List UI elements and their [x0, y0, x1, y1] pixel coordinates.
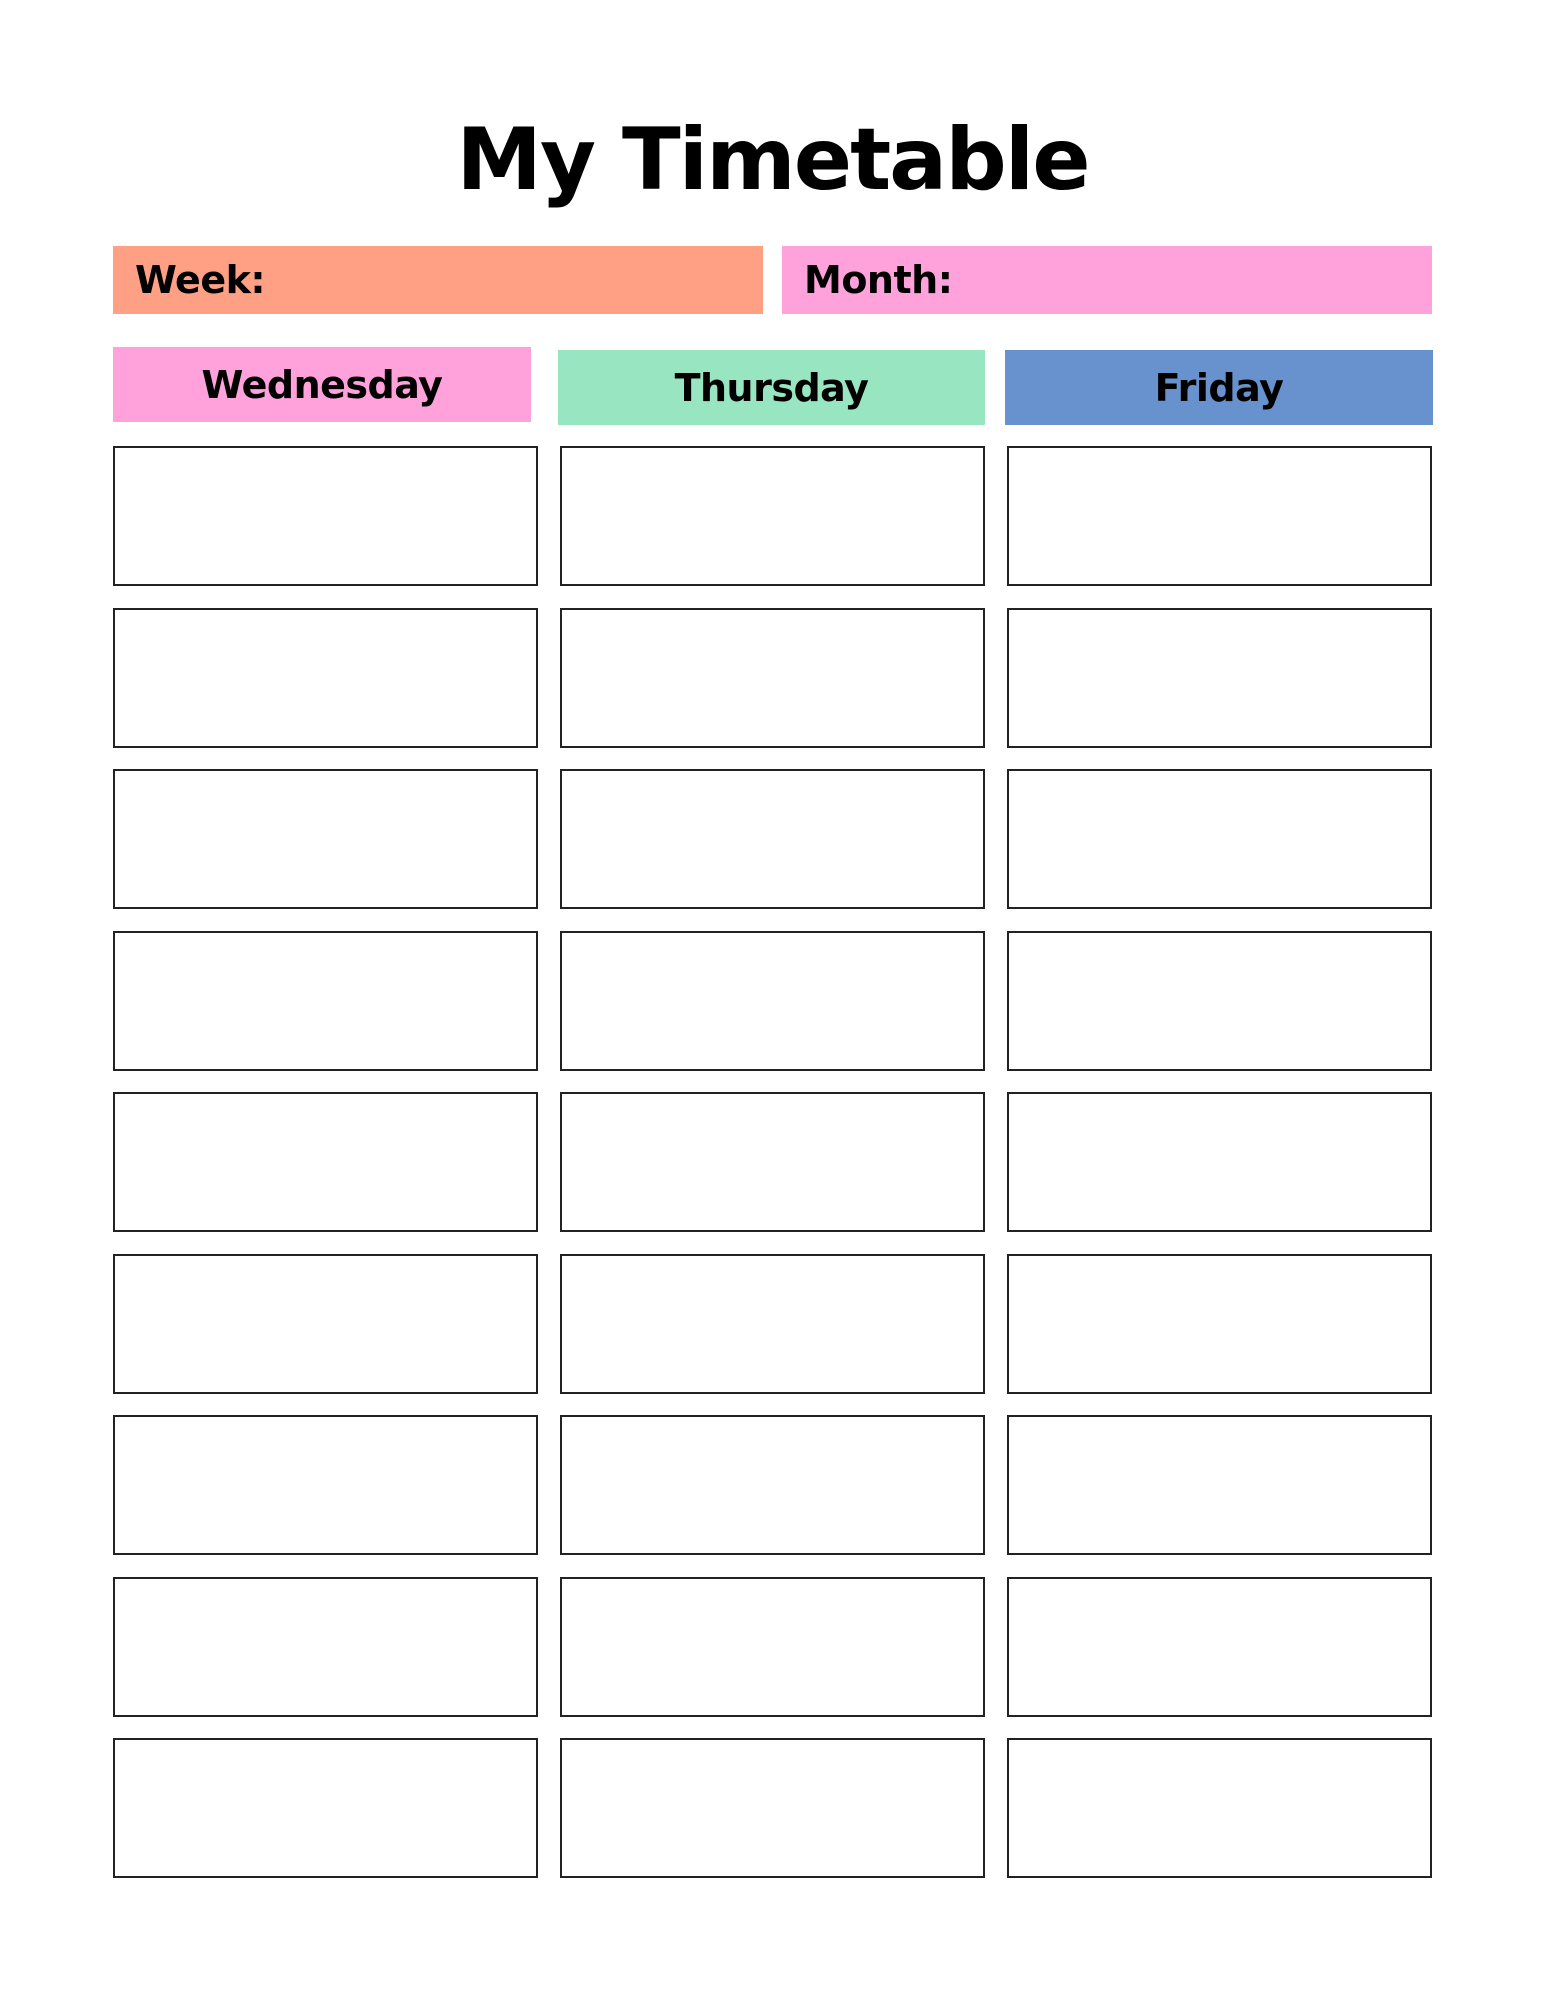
timetable-slot-wednesday-9[interactable]	[113, 1738, 538, 1878]
timetable-slot-thursday-9[interactable]	[560, 1738, 985, 1878]
timetable-slot-wednesday-2[interactable]	[113, 608, 538, 748]
timetable-slot-friday-1[interactable]	[1007, 446, 1432, 586]
timetable-slot-wednesday-1[interactable]	[113, 446, 538, 586]
timetable-slot-thursday-8[interactable]	[560, 1577, 985, 1717]
timetable-slot-thursday-1[interactable]	[560, 446, 985, 586]
timetable-slot-wednesday-6[interactable]	[113, 1254, 538, 1394]
timetable-slot-friday-5[interactable]	[1007, 1092, 1432, 1232]
week-field[interactable]	[113, 246, 763, 314]
timetable-slot-thursday-2[interactable]	[560, 608, 985, 748]
timetable-slot-wednesday-4[interactable]	[113, 931, 538, 1071]
day-label: Friday	[1154, 365, 1284, 410]
timetable-slot-friday-4[interactable]	[1007, 931, 1432, 1071]
month-field[interactable]	[782, 246, 1432, 314]
day-header-thursday	[558, 350, 985, 425]
day-label: Wednesday	[201, 362, 443, 407]
timetable-grid	[113, 446, 1433, 1878]
page-title: My Timetable	[456, 110, 1089, 210]
month-label: Month:	[804, 258, 953, 302]
timetable-slot-wednesday-3[interactable]	[113, 769, 538, 909]
timetable-slot-wednesday-8[interactable]	[113, 1577, 538, 1717]
timetable-slot-thursday-6[interactable]	[560, 1254, 985, 1394]
week-label: Week:	[135, 258, 266, 302]
timetable-slot-wednesday-5[interactable]	[113, 1092, 538, 1232]
timetable-slot-friday-8[interactable]	[1007, 1577, 1432, 1717]
day-label: Thursday	[674, 365, 869, 410]
timetable-slot-friday-9[interactable]	[1007, 1738, 1432, 1878]
timetable-slot-thursday-7[interactable]	[560, 1415, 985, 1555]
timetable-slot-friday-6[interactable]	[1007, 1254, 1432, 1394]
timetable-slot-thursday-3[interactable]	[560, 769, 985, 909]
timetable-slot-friday-3[interactable]	[1007, 769, 1432, 909]
timetable-slot-friday-2[interactable]	[1007, 608, 1432, 748]
timetable-slot-thursday-5[interactable]	[560, 1092, 985, 1232]
day-header-wednesday	[113, 347, 531, 422]
day-header-friday	[1005, 350, 1433, 425]
timetable-slot-wednesday-7[interactable]	[113, 1415, 538, 1555]
timetable-slot-friday-7[interactable]	[1007, 1415, 1432, 1555]
timetable-slot-thursday-4[interactable]	[560, 931, 985, 1071]
